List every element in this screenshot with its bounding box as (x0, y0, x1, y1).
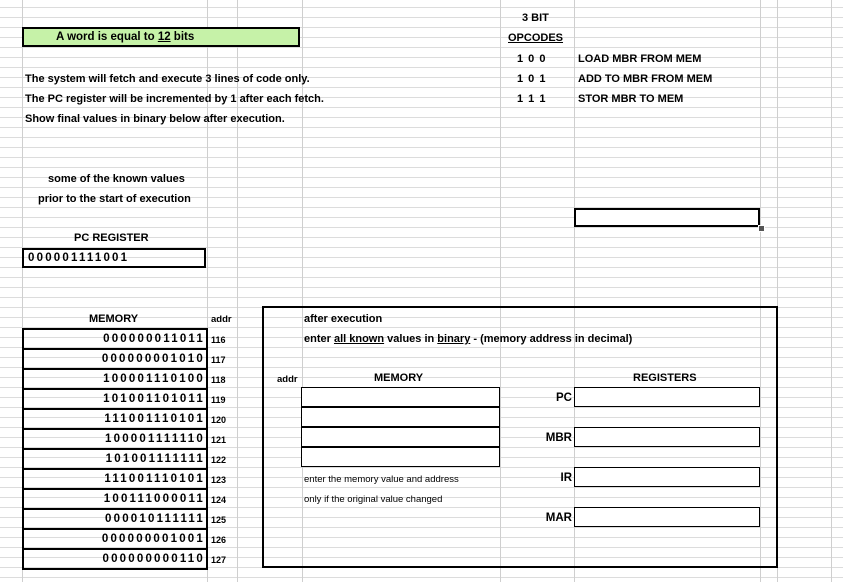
after-addr-label: addr (277, 374, 298, 385)
enter-mid: values in (384, 333, 438, 345)
after-execution-title: after execution (304, 313, 383, 325)
enter-all-known: all known (333, 333, 385, 345)
register-input-pc[interactable] (574, 387, 760, 407)
opcode-code: 1 0 0 (517, 53, 547, 65)
memory-address: 126 (211, 535, 227, 545)
after-note-line: enter the memory value and address (304, 474, 459, 485)
enter-suffix: - (memory address in decimal) (470, 333, 633, 345)
fill-handle[interactable] (758, 225, 765, 232)
memory-cell[interactable]: 000010111111 (24, 510, 206, 530)
pc-register-value[interactable]: 000001111001 (22, 248, 206, 268)
selected-cell[interactable] (574, 208, 760, 227)
word-note-suffix: bits (170, 31, 195, 43)
register-input-mbr[interactable] (574, 427, 760, 447)
memory-cell[interactable]: 100111000011 (24, 490, 206, 510)
enter-prefix: enter (304, 333, 334, 345)
memory-address: 122 (211, 455, 227, 465)
memory-address: 116 (211, 335, 226, 345)
after-registers-label: REGISTERS (633, 372, 697, 384)
register-label-ir: IR (560, 472, 572, 484)
memory-cell[interactable]: 000000001010 (24, 350, 206, 370)
after-memory-input[interactable] (301, 427, 500, 447)
pc-register-label: PC REGISTER (74, 232, 149, 244)
memory-address: 124 (211, 495, 227, 505)
after-memory-input[interactable] (301, 447, 500, 467)
word-size-note[interactable] (22, 27, 300, 47)
memory-cell[interactable]: 100001110100 (24, 370, 206, 390)
memory-cell[interactable]: 111001110101 (24, 410, 206, 430)
known-values-label: some of the known values (48, 173, 185, 185)
memory-address: 121 (211, 435, 227, 445)
memory-address: 120 (211, 415, 227, 425)
after-memory-input[interactable] (301, 407, 500, 427)
after-note-line: only if the original value changed (304, 494, 443, 505)
register-label-mbr: MBR (545, 432, 572, 444)
memory-cell[interactable]: 100001111110 (24, 430, 206, 450)
opcode-desc: ADD TO MBR FROM MEM (578, 73, 713, 85)
enter-binary: binary (437, 333, 471, 345)
memory-cell[interactable]: 111001110101 (24, 470, 206, 490)
word-note-prefix: A word is equal to (56, 31, 158, 43)
memory-address: 119 (211, 395, 226, 405)
opcode-desc: LOAD MBR FROM MEM (578, 53, 702, 65)
memory-cell[interactable]: 000000011011 (24, 330, 206, 350)
memory-address: 117 (211, 355, 226, 365)
instruction-line: The system will fetch and execute 3 lines of code only. (25, 73, 310, 85)
memory-address: 118 (211, 375, 226, 385)
opcodes-title: 3 BIT (522, 12, 549, 24)
known-values-label-2: prior to the start of execution (38, 193, 191, 205)
memory-table (22, 328, 208, 570)
memory-header: MEMORY (89, 313, 139, 325)
after-memory-input[interactable] (301, 387, 500, 407)
memory-address: 125 (211, 515, 227, 525)
opcode-code: 1 1 1 (517, 93, 547, 105)
instruction-line: Show final values in binary below after execution. (25, 113, 285, 125)
after-execution-instructions (304, 333, 632, 345)
register-input-mar[interactable] (574, 507, 760, 527)
memory-address: 123 (211, 475, 227, 485)
word-bits-value: 12 (157, 31, 171, 43)
register-label-mar: MAR (545, 512, 572, 524)
opcode-desc: STOR MBR TO MEM (578, 93, 684, 105)
addr-header: addr (211, 314, 232, 325)
opcodes-subtitle: OPCODES (508, 32, 564, 44)
memory-cell[interactable]: 101001101011 (24, 390, 206, 410)
register-label-pc: PC (556, 392, 572, 404)
register-input-ir[interactable] (574, 467, 760, 487)
instruction-line: The PC register will be incremented by 1 after each fetch. (25, 93, 324, 105)
memory-address: 127 (211, 555, 227, 565)
memory-cell[interactable]: 000000000110 (24, 550, 206, 570)
opcode-code: 1 0 1 (517, 73, 547, 85)
after-memory-label: MEMORY (374, 372, 424, 384)
memory-cell[interactable]: 000000001001 (24, 530, 206, 550)
memory-address-column (211, 330, 226, 570)
memory-cell[interactable]: 101001111111 (24, 450, 206, 470)
